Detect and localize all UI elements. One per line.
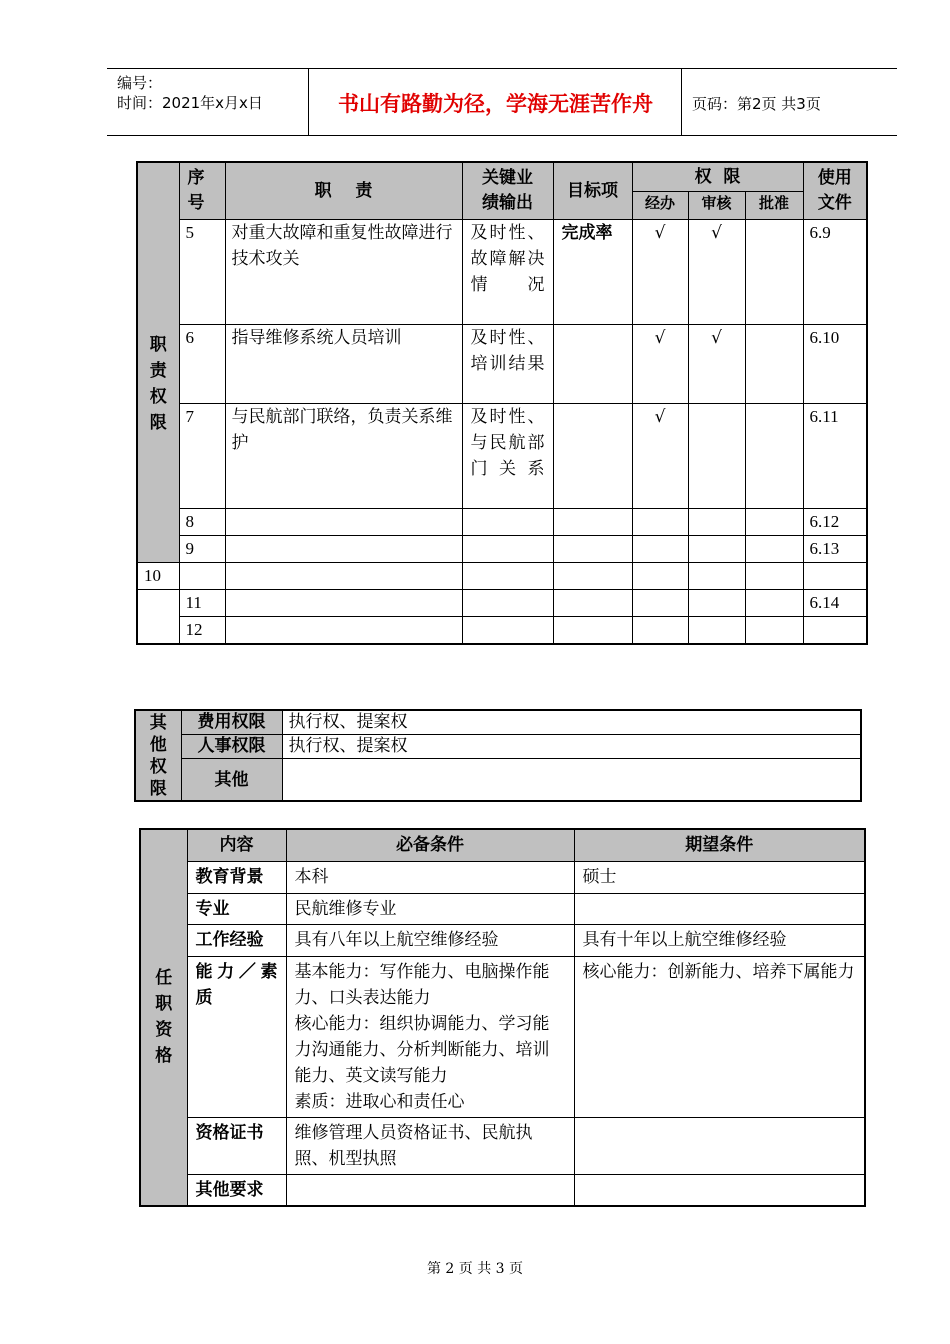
duty-approve-cell — [745, 404, 803, 509]
duty-handle-cell — [632, 509, 688, 536]
expense-permission-value: 执行权、提案权 — [282, 710, 861, 734]
hr-permission-value: 执行权、提案权 — [282, 734, 861, 758]
duty-review-cell — [632, 563, 688, 590]
duty-approve-cell — [745, 325, 803, 404]
duty-approve-cell — [745, 509, 803, 536]
duty-target-cell — [553, 325, 632, 404]
duty-output-cell — [462, 590, 553, 617]
header-meta — [117, 73, 263, 113]
duty-approve-cell — [745, 590, 803, 617]
expense-permission-label: 费用权限 — [181, 710, 282, 734]
duty-approve-cell — [745, 220, 803, 325]
duty-target-cell — [553, 590, 632, 617]
duty-output-cell — [462, 617, 553, 645]
duty-duty-cell: 对重大故障和重复性故障进行技术攻关 — [225, 220, 462, 325]
qualification-required-cell: 维修管理人员资格证书、民航执照、机型执照 — [286, 1117, 574, 1174]
duty-row — [137, 590, 867, 617]
duty-header: 职 责 — [225, 162, 462, 220]
qualification-label-cell: 工作经验 — [187, 924, 286, 956]
qualification-desired-cell: 核心能力：创新能力、培养下属能力 — [574, 956, 865, 1117]
duty-approve-cell — [745, 617, 803, 645]
hr-permission-label: 人事权限 — [181, 734, 282, 758]
duty-target-cell — [553, 509, 632, 536]
duty-doc-cell: 6.14 — [803, 590, 867, 617]
other-permission-label: 其他 — [181, 759, 282, 801]
qualification-label-cell: 教育背景 — [187, 861, 286, 893]
duty-output-cell: 及时性、培训结果 — [462, 325, 553, 404]
qualification-required-cell: 基本能力：写作能力、电脑操作能力、口头表达能力 核心能力：组织协调能力、学习能力沟通能力、分析判断能力、培训能力、英文读写能力 素质：进取心和责任心 — [286, 956, 574, 1117]
duty-doc-cell: 6.9 — [803, 220, 867, 325]
duties-section-label: 职 责 权 限 — [137, 162, 179, 563]
qualification-row — [140, 893, 865, 924]
duty-seq-cell: 10 — [137, 563, 179, 590]
handle-header: 经办 — [632, 191, 688, 219]
duty-doc-cell: 6.11 — [803, 404, 867, 509]
duty-row — [137, 220, 867, 325]
qualification-desired-cell — [574, 1117, 865, 1174]
duty-target-cell — [462, 563, 553, 590]
qualification-desired-cell: 具有十年以上航空维修经验 — [574, 924, 865, 956]
qualification-row — [140, 1174, 865, 1206]
duty-output-cell — [225, 563, 462, 590]
qualification-desired-cell — [574, 1174, 865, 1206]
duty-duty-cell: 与民航部门联络，负责关系维护 — [225, 404, 462, 509]
duty-duty-cell: 指导维修系统人员培训 — [225, 325, 462, 404]
duty-doc-cell: 6.13 — [803, 536, 867, 563]
desired-header: 期望条件 — [574, 829, 865, 861]
qualification-required-cell: 民航维修专业 — [286, 893, 574, 924]
duty-handle-cell — [632, 590, 688, 617]
duty-handle-cell: √ — [632, 325, 688, 404]
approve-header: 批准 — [745, 191, 803, 219]
target-header: 目标项 — [553, 162, 632, 220]
seq-header: 序 号 — [179, 162, 225, 220]
duty-handle-cell — [632, 617, 688, 645]
page-footer: 第 2 页 共 3 页 — [426, 1261, 524, 1277]
docs-header: 使用 文件 — [803, 162, 867, 220]
duty-target-cell — [553, 536, 632, 563]
duty-row — [137, 325, 867, 404]
duty-seq-cell: 9 — [179, 536, 225, 563]
duty-approve-cell — [688, 563, 745, 590]
duty-doc-cell: 6.10 — [803, 325, 867, 404]
qualification-label-cell: 专业 — [187, 893, 286, 924]
duty-review-cell — [688, 536, 745, 563]
qualification-required-cell: 本科 — [286, 861, 574, 893]
duty-review-cell — [688, 590, 745, 617]
duty-row — [137, 536, 867, 563]
qualification-label-cell: 能力／素质 — [187, 956, 286, 1117]
motto: 书山有路勤为径，学海无涯苦作舟 — [338, 92, 653, 116]
qualification-required-cell: 具有八年以上航空维修经验 — [286, 924, 574, 956]
duty-doc-cell — [803, 617, 867, 645]
duty-review-cell — [688, 617, 745, 645]
duty-row — [137, 563, 867, 590]
code-label: 编号： — [117, 74, 163, 92]
duty-seq-cell: 11 — [179, 590, 225, 617]
qualification-row — [140, 1117, 865, 1174]
duty-handle-cell: √ — [632, 220, 688, 325]
duty-seq-cell: 7 — [179, 404, 225, 509]
required-header: 必备条件 — [286, 829, 574, 861]
qualifications-table — [139, 828, 866, 1207]
qualification-label-cell: 资格证书 — [187, 1117, 286, 1174]
page-info: 页码：第2页 共3页 — [692, 95, 821, 113]
other-permissions-table — [134, 709, 862, 802]
duty-duty-cell — [179, 563, 225, 590]
duty-duty-cell — [225, 536, 462, 563]
output-header: 关键业 绩输出 — [462, 162, 553, 220]
duty-review-cell: √ — [688, 325, 745, 404]
duty-output-cell: 及时性、与民航部门关系 — [462, 404, 553, 509]
header-divider — [681, 69, 682, 135]
duty-handle-cell: √ — [632, 404, 688, 509]
duties-section-filler — [137, 590, 179, 645]
duty-handle-cell — [553, 563, 632, 590]
duty-target-cell: 完成率 — [553, 220, 632, 325]
duty-target-cell — [553, 617, 632, 645]
duty-approve-cell — [745, 536, 803, 563]
duty-row — [137, 509, 867, 536]
duty-seq-cell: 8 — [179, 509, 225, 536]
qualifications-section-label: 任 职 资 格 — [140, 829, 187, 1206]
duty-output-cell — [462, 536, 553, 563]
qualification-desired-cell — [574, 893, 865, 924]
duty-row — [137, 404, 867, 509]
duty-review-cell — [688, 404, 745, 509]
page-header — [107, 68, 897, 136]
review-header: 审核 — [688, 191, 745, 219]
duties-table — [136, 161, 868, 645]
duty-seq-cell: 12 — [179, 617, 225, 645]
duty-target-cell — [553, 404, 632, 509]
duty-duty-cell — [225, 590, 462, 617]
duty-doc-cell: 6.12 — [803, 509, 867, 536]
time-label: 时间：2021年x月x日 — [117, 94, 263, 112]
duty-review-cell — [688, 509, 745, 536]
qualification-required-cell — [286, 1174, 574, 1206]
qualification-desired-cell: 硕士 — [574, 861, 865, 893]
authority-header: 权 限 — [632, 162, 803, 191]
duty-duty-cell — [225, 509, 462, 536]
qualification-label-cell: 其他要求 — [187, 1174, 286, 1206]
duty-seq-cell: 6 — [179, 325, 225, 404]
qualification-row — [140, 956, 865, 1117]
duty-handle-cell — [632, 536, 688, 563]
duty-seq-cell: 5 — [179, 220, 225, 325]
duty-output-cell: 及时性、故障解决情况 — [462, 220, 553, 325]
other-section-label: 其 他 权 限 — [135, 710, 181, 801]
qualification-row — [140, 861, 865, 893]
qualification-row — [140, 924, 865, 956]
duty-row — [137, 617, 867, 645]
duty-output-cell — [462, 509, 553, 536]
content-header: 内容 — [187, 829, 286, 861]
duty-doc-cell — [745, 563, 803, 590]
other-permission-value — [282, 759, 861, 801]
duty-duty-cell — [225, 617, 462, 645]
duty-review-cell: √ — [688, 220, 745, 325]
